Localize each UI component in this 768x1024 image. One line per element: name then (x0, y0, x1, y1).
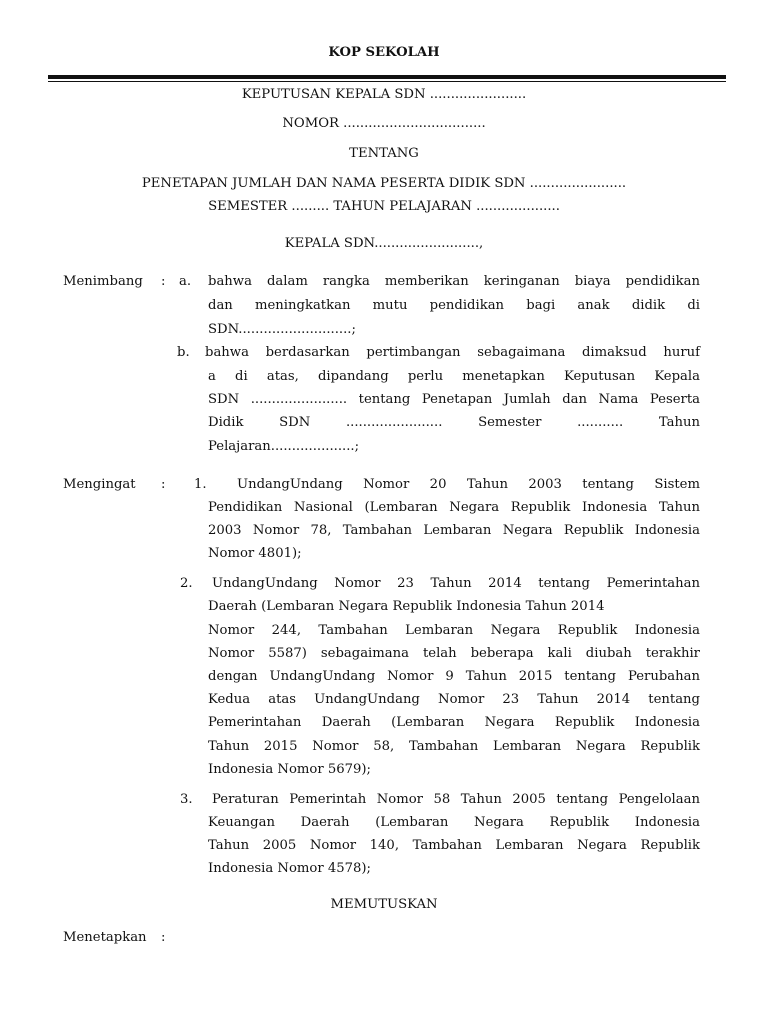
mengingat-item-2-line: Nomor 5587) sebagaimana telah beberapa kali diubah terakhir (208, 646, 700, 661)
mengingat-item-3-line: Indonesia Nomor 4578); (208, 861, 371, 876)
mengingat-item-3-line: Peraturan Pemerintah Nomor 58 Tahun 2005 tentang Pengelolaan (212, 792, 700, 807)
kop-sekolah-heading: KOP SEKOLAH (328, 45, 440, 60)
mengingat-label: Mengingat (63, 477, 136, 492)
mengingat-item-2-line: Nomor 244, Tambahan Lembaran Negara Republik Indonesia (208, 623, 700, 638)
menimbang-colon: : (161, 274, 166, 289)
mengingat-colon: : (161, 477, 166, 492)
menimbang-b-line: Pelajaran....................; (208, 439, 360, 454)
mengingat-item-1-line: Pendidikan Nasional (Lembaran Negara Republik Indonesia Tahun (208, 500, 700, 515)
menetapkan-label: Menetapkan (63, 930, 147, 945)
menimbang-a-marker: a. (179, 274, 192, 289)
menimbang-b-line: a di atas, dipandang perlu menetapkan Keputusan Kepala (208, 369, 700, 384)
header-thick-rule (48, 75, 726, 79)
mengingat-item-2-marker: 2. (180, 576, 193, 591)
mengingat-item-3-line: Tahun 2005 Nomor 140, Tambahan Lembaran Negara Republik (208, 838, 700, 853)
menetapkan-colon: : (161, 930, 166, 945)
kepala-line: KEPALA SDN........................., (284, 236, 484, 251)
menimbang-b-line: SDN ....................... tentang Penetapan Jumlah dan Nama Peserta (208, 392, 700, 407)
mengingat-item-2-line: Daerah (Lembaran Negara Republik Indonesia Tahun 2014 (208, 599, 605, 614)
menimbang-a-line: dan meningkatkan mutu pendidikan bagi anak didik di (208, 298, 700, 313)
penetapan-title: PENETAPAN JUMLAH DAN NAMA PESERTA DIDIK SDN ....................... (141, 176, 627, 191)
mengingat-item-2-line: Indonesia Nomor 5679); (208, 762, 371, 777)
memutuskan-heading: MEMUTUSKAN (330, 897, 438, 912)
menimbang-a-line: bahwa dalam rangka memberikan keringanan biaya pendidikan (208, 274, 700, 289)
menimbang-a-line: SDN...........................; (208, 322, 356, 337)
mengingat-item-1-marker: 1. (194, 477, 207, 492)
header-thin-rule (48, 81, 726, 82)
mengingat-item-2-line: dengan UndangUndang Nomor 9 Tahun 2015 tentang Perubahan (208, 669, 700, 684)
keputusan-title: KEPUTUSAN KEPALA SDN ....................... (241, 87, 527, 102)
mengingat-item-3-marker: 3. (180, 792, 193, 807)
menimbang-label: Menimbang (63, 274, 143, 289)
mengingat-item-1-line: 2003 Nomor 78, Tambahan Lembaran Negara Republik Indonesia (208, 523, 700, 538)
mengingat-item-1-line: UndangUndang Nomor 20 Tahun 2003 tentang Sistem (237, 477, 700, 492)
menimbang-b-line: bahwa berdasarkan pertimbangan sebagaimana dimaksud huruf (205, 345, 700, 360)
mengingat-item-2-line: Tahun 2015 Nomor 58, Tambahan Lembaran Negara Republik (208, 739, 700, 754)
nomor-line: NOMOR .................................. (282, 116, 486, 131)
mengingat-item-2-line: Kedua atas UndangUndang Nomor 23 Tahun 2014 tentang (208, 692, 700, 707)
mengingat-item-2-line: Pemerintahan Daerah (Lembaran Negara Republik Indonesia (208, 715, 700, 730)
semester-line: SEMESTER ......... TAHUN PELAJARAN .................... (208, 199, 560, 214)
mengingat-item-2-line: UndangUndang Nomor 23 Tahun 2014 tentang Pemerintahan (212, 576, 700, 591)
menimbang-b-marker: b. (177, 345, 190, 360)
tentang-label: TENTANG (349, 146, 419, 161)
menimbang-b-line: Didik SDN ....................... Semester ........... Tahun (208, 415, 700, 430)
mengingat-item-1-line: Nomor 4801); (208, 546, 302, 561)
mengingat-item-3-line: Keuangan Daerah (Lembaran Negara Republik Indonesia (208, 815, 700, 830)
